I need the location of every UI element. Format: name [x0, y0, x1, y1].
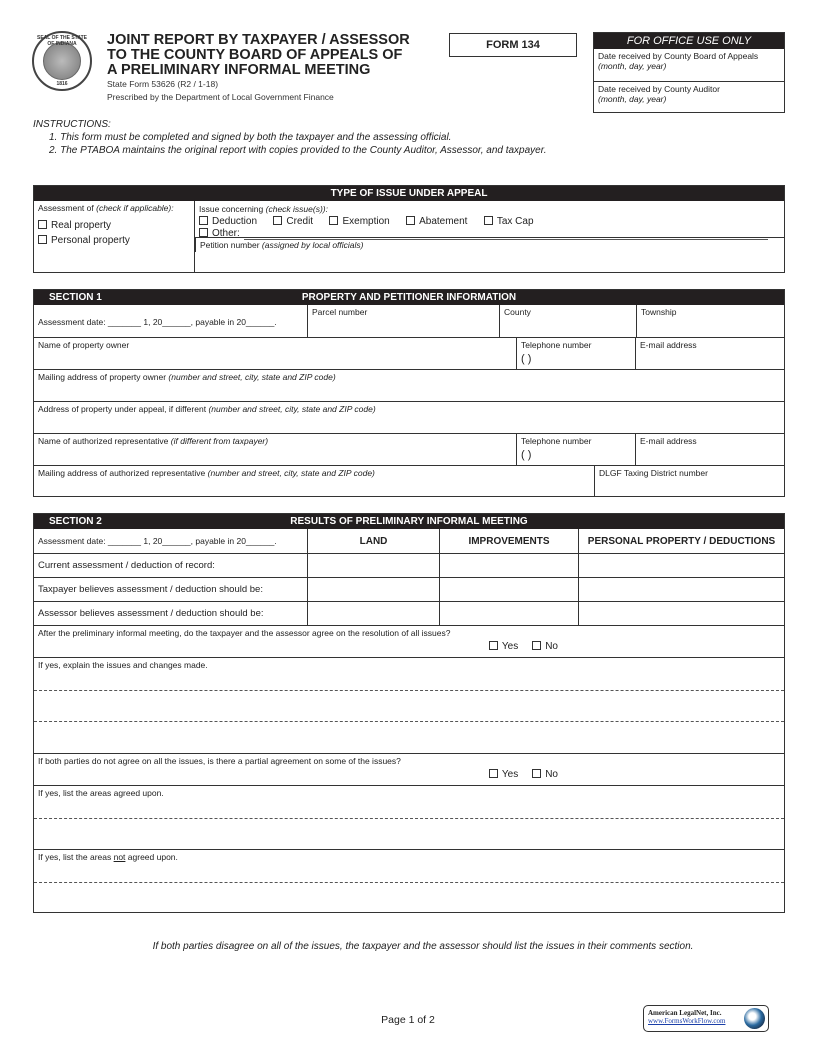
rep-mailing-address-field[interactable]: Mailing address of authorized representative (number and street, city, state and ZIP code) — [38, 468, 375, 478]
auditor-date-field[interactable]: Date received by County Auditor (month, day, year) — [594, 81, 784, 113]
section-1-header: SECTION 1 PROPERTY AND PETITIONER INFORMATION — [34, 290, 784, 305]
partial-agreement-question: If both parties do not agree on all the issues, is there a partial agreement on some of the issues? — [38, 756, 401, 766]
dlgf-district-field[interactable]: DLGF Taxing District number — [594, 466, 784, 496]
explain-field[interactable]: If yes, explain the issues and changes made. — [34, 657, 784, 753]
representative-name-field[interactable]: Name of authorized representative (if different from taxpayer) — [38, 436, 269, 446]
form-title: JOINT REPORT BY TAXPAYER / ASSESSOR TO THE COUNTY BOARD OF APPEALS OF A PRELIMINARY INFORMAL MEETING — [107, 32, 410, 78]
globe-icon — [744, 1008, 765, 1029]
form-number: FORM 134 — [449, 33, 577, 57]
land-input[interactable] — [307, 602, 439, 625]
parcel-number-field[interactable]: Parcel number — [307, 305, 499, 337]
deduction-checkbox[interactable]: Deduction — [199, 216, 257, 227]
issue-header: TYPE OF ISSUE UNDER APPEAL — [34, 186, 784, 201]
assessment-date-field[interactable]: Assessment date: _______ 1, 20______, payable in 20______. — [38, 317, 277, 327]
owner-name-field[interactable]: Name of property owner — [38, 340, 130, 350]
office-use-box — [593, 32, 785, 113]
state-form-number: State Form 53626 (R2 / 1-18) — [107, 79, 219, 89]
exemption-checkbox[interactable]: Exemption — [329, 216, 389, 227]
board-date-field[interactable]: Date received by County Board of Appeals (month, day, year) — [598, 51, 759, 71]
q1-yes-checkbox[interactable]: Yes — [489, 641, 518, 652]
agreed-areas-field[interactable]: If yes, list the areas agreed upon. — [34, 785, 784, 849]
land-input[interactable] — [307, 578, 439, 601]
table-row: Assessor believes assessment / deduction should be: — [34, 601, 784, 625]
owner-mailing-address-field[interactable]: Mailing address of property owner (number and street, city, state and ZIP code) — [38, 372, 336, 382]
credit-checkbox[interactable]: Credit — [273, 216, 313, 227]
land-input[interactable] — [307, 554, 439, 577]
col-land: LAND — [307, 529, 439, 553]
col-improvements: IMPROVEMENTS — [439, 529, 578, 553]
q2-no-checkbox[interactable]: No — [532, 769, 558, 780]
property-address-field[interactable]: Address of property under appeal, if different (number and street, city, state and ZIP code) — [38, 404, 376, 414]
county-field[interactable]: County — [499, 305, 636, 337]
personal-input[interactable] — [578, 554, 784, 577]
owner-email-field[interactable]: E-mail address — [635, 338, 784, 369]
agreement-question: After the preliminary informal meeting, do the taxpayer and the assessor agree on the resolution of all issues? — [38, 628, 451, 638]
col-personal-property: PERSONAL PROPERTY / DEDUCTIONS — [578, 529, 784, 553]
personal-property-checkbox[interactable]: Personal property — [38, 235, 176, 246]
rep-email-field[interactable]: E-mail address — [635, 434, 784, 465]
personal-input[interactable] — [578, 602, 784, 625]
table-row: Taxpayer believes assessment / deduction should be: — [34, 577, 784, 601]
instructions: INSTRUCTIONS: 1. This form must be completed and signed by both the taxpayer and the assessing official. 2. The PTABOA maintains the original report with copies provided to the County Auditor, Assessor, and taxpayer. — [33, 119, 547, 156]
issue-section: TYPE OF ISSUE UNDER APPEAL Assessment of (check if applicable): Real property Personal property Issue concerning (check issue(s)): Deduction Credit Exemption Abatement Tax Cap Other: Petition number (assigned by local officials) — [33, 185, 785, 273]
not-agreed-areas-field[interactable]: If yes, list the areas not agreed upon. — [34, 849, 784, 912]
footer-note: If both parties disagree on all of the issues, the taxpayer and the assessor should list the issues in their comments section. — [152, 941, 694, 952]
township-field[interactable]: Township — [636, 305, 784, 337]
logo-link[interactable]: www.FormsWorkFlow.com — [648, 1017, 726, 1025]
personal-input[interactable] — [578, 578, 784, 601]
q2-yes-checkbox[interactable]: Yes — [489, 769, 518, 780]
section-2 — [33, 513, 785, 913]
office-title: FOR OFFICE USE ONLY — [594, 33, 784, 49]
s2-assessment-date-field[interactable]: Assessment date: _______ 1, 20______, payable in 20______. — [38, 536, 277, 546]
section-2-header: SECTION 2 RESULTS OF PRELIMINARY INFORMAL MEETING — [34, 514, 784, 529]
improvements-input[interactable] — [439, 578, 578, 601]
real-property-checkbox[interactable]: Real property — [38, 220, 176, 231]
improvements-input[interactable] — [439, 554, 578, 577]
other-checkbox[interactable]: Other: — [199, 228, 240, 240]
legalnet-logo[interactable]: American LegalNet, Inc. www.FormsWorkFlow.com — [643, 1005, 769, 1032]
prescribed-by: Prescribed by the Department of Local Government Finance — [107, 92, 334, 102]
section-1 — [33, 289, 785, 497]
state-seal: SEAL OF THE STATE OF INDIANA 1816 — [32, 31, 92, 91]
improvements-input[interactable] — [439, 602, 578, 625]
abatement-checkbox[interactable]: Abatement — [406, 216, 467, 227]
rep-telephone-field[interactable]: Telephone number ( ) — [516, 434, 635, 465]
petition-number-field[interactable]: Petition number (assigned by local officials) — [195, 238, 784, 252]
table-row: Current assessment / deduction of record: — [34, 553, 784, 577]
tax-cap-checkbox[interactable]: Tax Cap — [484, 216, 534, 227]
page-number: Page 1 of 2 — [381, 1014, 435, 1026]
q1-no-checkbox[interactable]: No — [532, 641, 558, 652]
owner-telephone-field[interactable]: Telephone number ( ) — [516, 338, 635, 369]
